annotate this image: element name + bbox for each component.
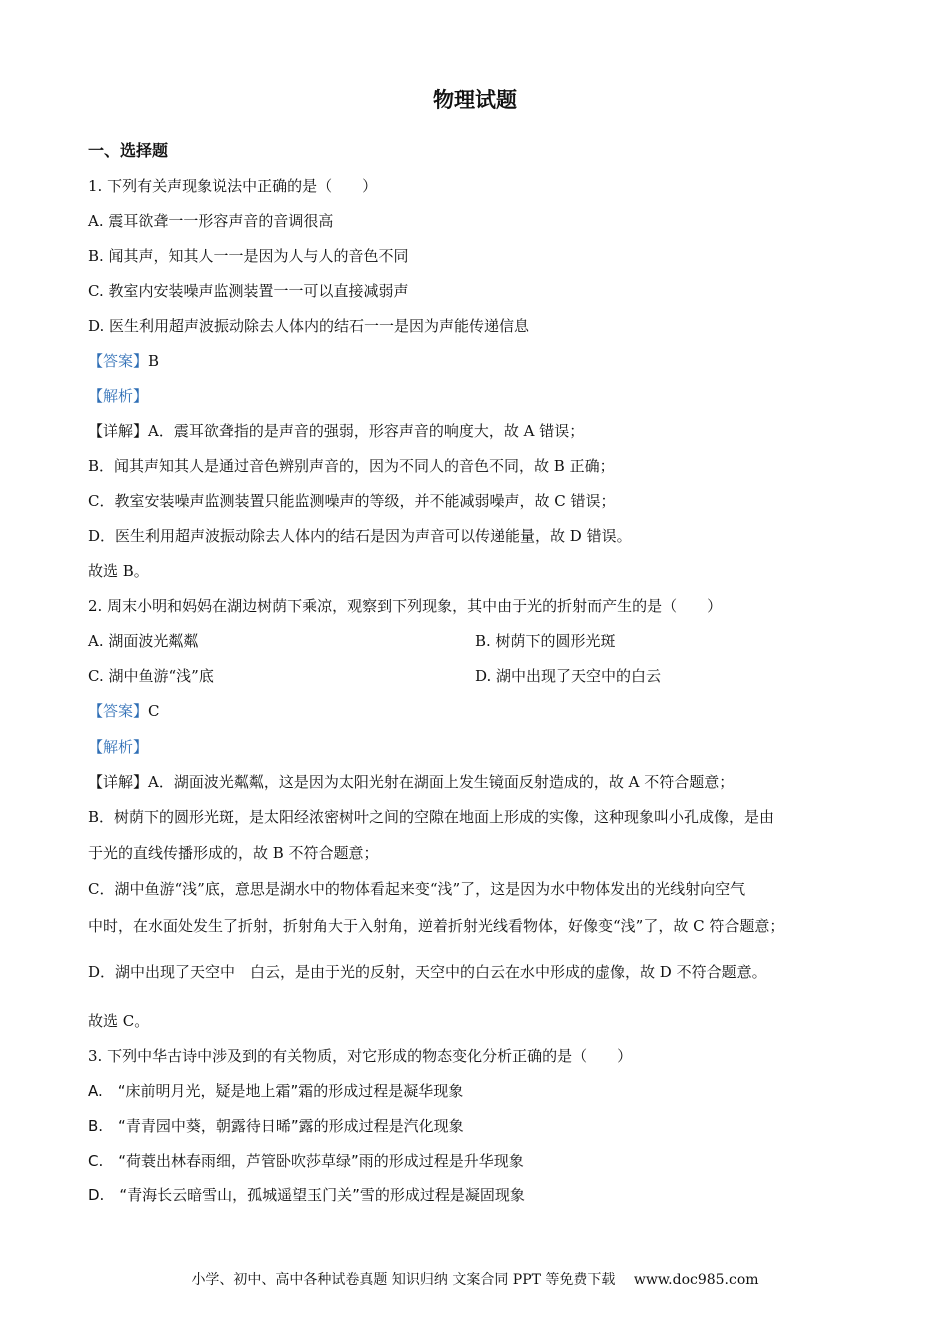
question-3-option-a: A. “床前明月光，疑是地上霜”霜的形成过程是凝华现象 — [88, 1082, 464, 1100]
question-1-detail-c: C．教室安装噪声监测装置只能监测噪声的等级，并不能减弱噪声，故 C 错误； — [88, 492, 616, 510]
answer-tag: 【答案】 — [88, 702, 149, 720]
question-1-conclusion: 故选 B。 — [88, 562, 149, 580]
question-2-stem: 2. 周末小明和妈妈在湖边树荫下乘凉，观察到下列现象，其中由于光的折射而产生的是（ ） — [88, 597, 723, 615]
question-2-option-b: B. 树荫下的圆形光斑 — [475, 632, 616, 650]
question-2-detail-b-line1: B．树荫下的圆形光斑，是太阳经浓密树叶之间的空隙在地面上形成的实像，这种现象叫小孔成像，是由 — [88, 808, 775, 826]
detail-tag: 【详解】 — [88, 422, 149, 440]
question-2-detail-b-line2: 于光的直线传播形成的，故 B 不符合题意； — [88, 844, 379, 862]
question-3-stem: 3. 下列中华古诗中涉及到的有关物质，对它形成的物态变化分析正确的是（ ） — [88, 1047, 633, 1065]
question-2-detail-c-line1: C．湖中鱼游“浅”底，意思是湖水中的物体看起来变“浅”了，这是因为水中物体发出的光线射向空气 — [88, 880, 746, 898]
question-1-stem: 1. 下列有关声现象说法中正确的是（ ） — [88, 177, 378, 195]
question-2-conclusion: 故选 C。 — [88, 1012, 150, 1030]
question-1-analysis-tag: 【解析】 — [88, 387, 149, 405]
question-2-detail-d: D．湖中出现了天空中 白云，是由于光的反射，天空中的白云在水中形成的虚像，故 D 不符合题意。 — [88, 963, 767, 981]
question-1-detail-a — [88, 421, 584, 441]
question-1-detail-b: B．闻其声知其人是通过音色辨别声音的，因为不同人的音色不同，故 B 正确； — [88, 457, 615, 475]
question-2-option-d: D. 湖中出现了天空中的白云 — [475, 667, 662, 685]
question-2-detail-c-line2: 中时，在水面处发生了折射，折射角大于入射角，逆着折射光线看物体，好像变“浅”了，故 C 符合题意； — [88, 917, 785, 935]
page-title: 物理试题 — [433, 87, 517, 112]
question-2-answer — [88, 701, 160, 721]
question-3-option-c: C. “荷蓑出林春雨细，芦管卧吹莎草绿”雨的形成过程是升华现象 — [88, 1152, 524, 1170]
answer-tag: 【答案】 — [88, 352, 149, 370]
question-3-option-b: B. “青青园中葵，朝露待日晞”露的形成过程是汽化现象 — [88, 1117, 464, 1135]
question-2-option-a: A. 湖面波光粼粼 — [88, 632, 199, 650]
detail-tag: 【详解】 — [88, 773, 149, 791]
question-1-option-d: D. 医生利用超声波振动除去人体内的结石一一是因为声能传递信息 — [88, 317, 530, 335]
question-2-analysis-tag: 【解析】 — [88, 738, 149, 756]
question-1-detail-d: D．医生利用超声波振动除去人体内的结石是因为声音可以传递能量，故 D 错误。 — [88, 527, 632, 545]
question-2-option-c: C. 湖中鱼游“浅”底 — [88, 667, 214, 685]
question-3-option-d: D. “青海长云暗雪山，孤城遥望玉门关”雪的形成过程是凝固现象 — [88, 1186, 525, 1204]
question-2-detail-a — [88, 772, 734, 792]
detail-text: A．震耳欲聋指的是声音的强弱，形容声音的响度大，故 A 错误； — [148, 422, 585, 440]
detail-text: A．湖面波光粼粼，这是因为太阳光射在湖面上发生镜面反射造成的，故 A 不符合题意； — [148, 773, 735, 791]
question-1-answer — [88, 351, 159, 371]
question-1-option-a: A. 震耳欲聋一一形容声音的音调很高 — [88, 212, 334, 230]
page-footer: 小学、初中、高中各种试卷真题 知识归纳 文案合同 PPT 等免费下载 www.doc985.com — [191, 1272, 759, 1288]
answer-value: C — [148, 702, 160, 720]
answer-value: B — [148, 352, 160, 370]
question-1-option-b: B. 闻其声，知其人一一是因为人与人的音色不同 — [88, 247, 409, 265]
section-heading: 一、选择题 — [88, 141, 169, 160]
question-1-option-c: C. 教室内安装噪声监测装置一一可以直接减弱声 — [88, 282, 409, 300]
